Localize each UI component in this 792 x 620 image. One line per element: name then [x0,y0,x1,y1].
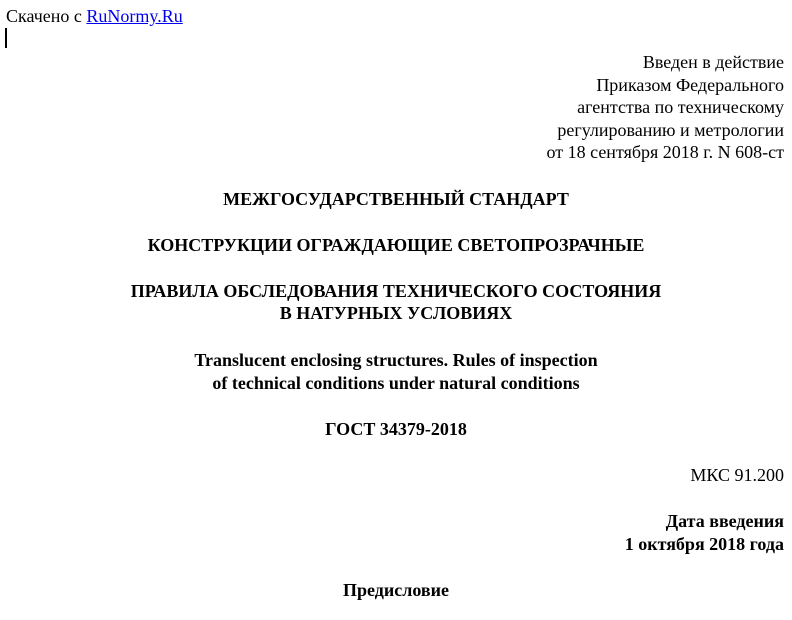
enactment-line: Приказом Федерального [596,74,784,95]
title-ru-subtitle-line: ПРАВИЛА ОБСЛЕДОВАНИЯ ТЕХНИЧЕСКОГО СОСТОЯНИЯ [130,281,662,301]
enactment-line: агентства по техническому [577,97,784,117]
title-ru-subtitle [0,280,792,324]
mks-code: МКС 91.200 [690,465,784,485]
title-ru-subtitle-line: В НАТУРНЫХ УСЛОВИЯХ [279,303,513,323]
source-line [6,5,183,27]
preface-heading: Предисловие [343,580,449,600]
standard-type-heading: МЕЖГОСУДАРСТВЕННЫЙ СТАНДАРТ [223,189,569,209]
standard-designation: ГОСТ 34379-2018 [325,419,467,439]
enactment-line: регулированию и метрологии [557,119,784,140]
source-prefix: Скачено с [6,6,82,26]
introduction-date-block [384,510,784,556]
enactment-line: Введен в действие [642,52,784,72]
title-ru-main: КОНСТРУКЦИИ ОГРАЖДАЮЩИЕ СВЕТОПРОЗРАЧНЫЕ [147,235,645,255]
title-en [0,349,792,394]
enactment-block [384,51,784,164]
introduction-date-value: 1 октября 2018 года [624,534,784,554]
title-en-line: Translucent enclosing structures. Rules of inspection [194,350,598,370]
title-en-line: of technical conditions under natural conditions [212,372,580,393]
introduction-date-label: Дата введения [665,511,784,531]
enactment-line: от 18 сентября 2018 г. N 608-ст [546,142,784,162]
source-link[interactable]: RuNormy.Ru [86,6,183,26]
text-cursor [5,28,7,48]
